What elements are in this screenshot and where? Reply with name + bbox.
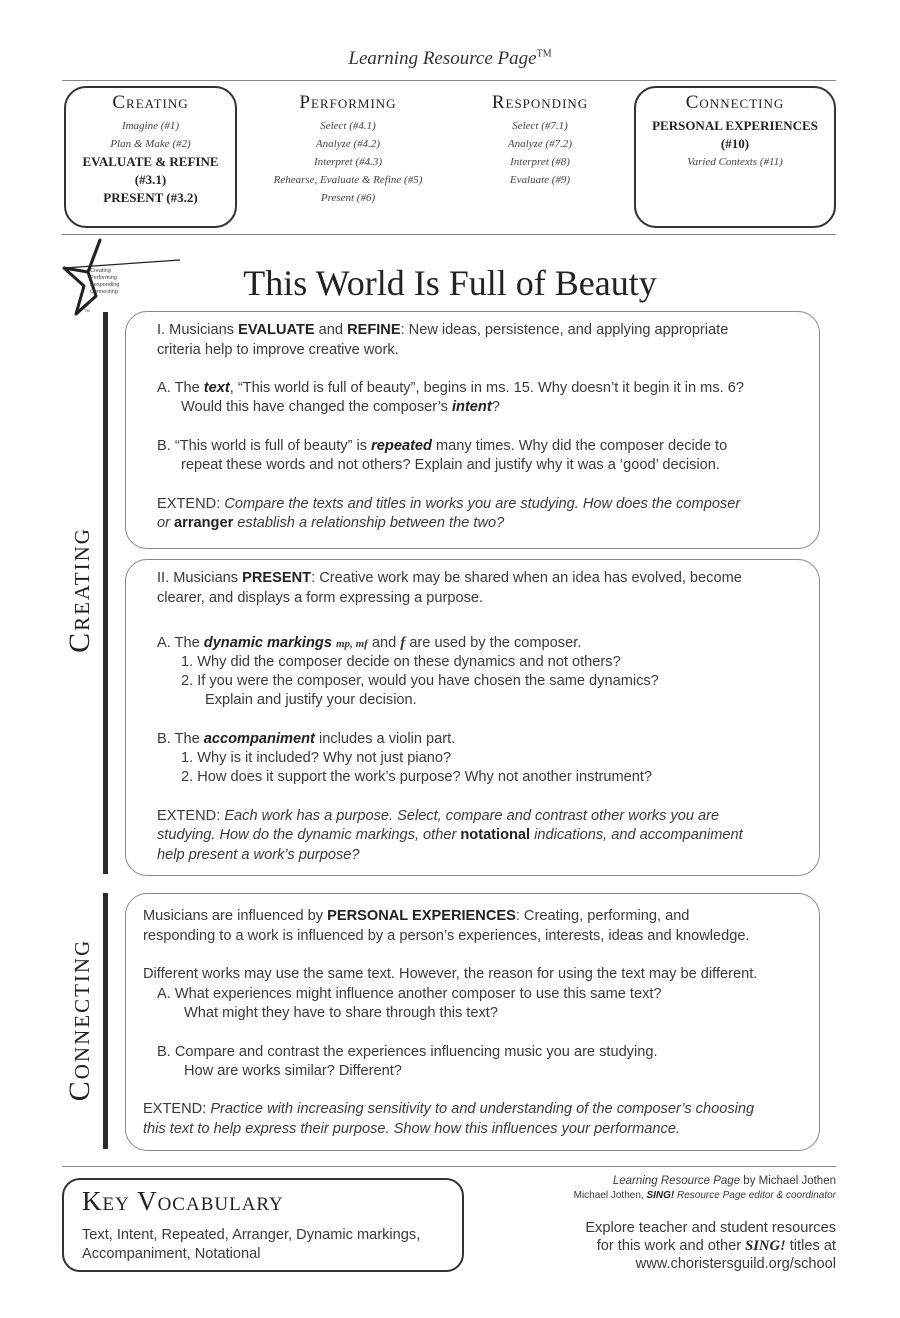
s2-question-a2: 2. If you were the composer, would you have chosen the same dynamics? xyxy=(181,673,659,689)
creating-standard-heading: Creating xyxy=(112,92,189,113)
creating-standard-item: PRESENT (#3.2) xyxy=(103,190,198,205)
responding-standard-item: Analyze (#7.2) xyxy=(507,138,573,150)
document-title: This World Is Full of Beauty xyxy=(243,263,657,303)
logo-tm: TM xyxy=(84,308,90,313)
performing-standard-heading: Performing xyxy=(299,92,397,113)
credit-editor: Michael Jothen, SING! Resource Page editor & coordinator xyxy=(573,1190,836,1201)
s1-extend-line1: EXTEND: Compare the texts and titles in works you are studying. How does the composer xyxy=(157,496,741,512)
credit-author: Learning Resource Page by Michael Jothen xyxy=(612,1175,836,1187)
creating-standard-item: Plan & Make (#2) xyxy=(110,138,191,150)
s2-extend-line1: EXTEND: Each work has a purpose. Select, compare and contrast other works you are xyxy=(157,808,720,824)
creating-standard-item: (#3.1) xyxy=(134,172,167,187)
s2-question-b: B. The accompaniment includes a violin part. xyxy=(157,731,456,747)
s1-question-a-line2: Would this have changed the composer’s intent? xyxy=(181,399,500,415)
responding-standard-item: Interpret (#8) xyxy=(510,156,570,168)
connecting-section-label: Connecting xyxy=(63,938,96,1102)
s2-question-a2-cont: Explain and justify your decision. xyxy=(205,692,417,708)
creating-standard-item: EVALUATE & REFINE xyxy=(82,154,219,169)
vocabulary-line1: Text, Intent, Repeated, Arranger, Dynamic markings, xyxy=(82,1227,421,1243)
responding-standards xyxy=(450,92,630,189)
logo-line-performing: Performing xyxy=(90,275,117,281)
trademark-mark: TM xyxy=(536,48,552,60)
explore-line1: Explore teacher and student resources xyxy=(585,1220,836,1236)
s3-question-b-line1: B. Compare and contrast the experiences influencing music you are studying. xyxy=(157,1044,658,1060)
performing-standard-item: Present (#6) xyxy=(320,192,376,204)
s1-intro-line2: criteria help to improve creative work. xyxy=(157,342,399,358)
s2-intro-line2: clearer, and displays a form expressing a purpose. xyxy=(157,590,484,606)
creating-section-bar xyxy=(103,312,108,874)
connecting-standard-item: PERSONAL EXPERIENCES xyxy=(652,118,818,133)
performing-standard-item: Interpret (#4.3) xyxy=(313,156,383,168)
header-title: Learning Resource Page™ xyxy=(348,48,552,69)
creating-standard-item: Imagine (#1) xyxy=(121,120,180,132)
s3-intro-line3: Different works may use the same text. However, the reason for using the text may be different. xyxy=(143,966,758,982)
s2-question-b1: 1. Why is it included? Why not just piano? xyxy=(181,750,452,766)
responding-standard-item: Select (#7.1) xyxy=(512,120,568,132)
logo-line-creating: Creating xyxy=(90,268,111,274)
s2-extend-line3: help present a work’s purpose? xyxy=(157,847,360,863)
responding-standard-item: Evaluate (#9) xyxy=(509,174,571,186)
s3-question-a-line1: A. What experiences might influence another composer to use this same text? xyxy=(157,986,662,1002)
creating-section-label: Creating xyxy=(63,527,96,653)
connecting-section-bar xyxy=(103,893,108,1149)
vocabulary-line2: Accompaniment, Notational xyxy=(82,1246,261,1262)
logo-line-responding: Responding xyxy=(90,282,120,288)
performing-standard-item: Analyze (#4.2) xyxy=(315,138,381,150)
school-url-link[interactable]: www.choristersguild.org/school xyxy=(635,1256,836,1272)
s1-intro-line1: I. Musicians EVALUATE and REFINE: New ideas, persistence, and applying appropriate xyxy=(157,322,729,338)
s2-intro-line1: II. Musicians PRESENT: Creative work may be shared when an idea has evolved, become xyxy=(157,570,742,586)
s3-question-a-line2: What might they have to share through this text? xyxy=(184,1005,498,1021)
s2-question-b2: 2. How does it support the work’s purpose? Why not another instrument? xyxy=(181,769,653,785)
connecting-standard-item: (#10) xyxy=(720,136,750,151)
explore-line2: for this work and other SING! titles at xyxy=(596,1238,836,1254)
s3-extend-line1: EXTEND: Practice with increasing sensitivity to and understanding of the composer’s choosing xyxy=(143,1101,755,1117)
creating-standards xyxy=(64,92,237,207)
s3-intro-line2: responding to a work is influenced by a person’s experiences, interests, ideas and knowledge. xyxy=(143,928,750,944)
dynamic-mf: mf xyxy=(355,638,368,650)
performing-standards xyxy=(248,92,448,207)
s2-question-a: A. The dynamic markings mp, mf and f are used by the composer. xyxy=(157,635,582,651)
s2-question-a1: 1. Why did the composer decide on these dynamics and not others? xyxy=(181,654,621,670)
s3-question-b-line2: How are works similar? Different? xyxy=(184,1063,402,1079)
header-rule xyxy=(62,80,836,81)
performing-standard-item: Select (#4.1) xyxy=(320,120,376,132)
s1-extend-line2: or arranger establish a relationship between the two? xyxy=(157,515,505,531)
performing-standard-item: Rehearse, Evaluate & Refine (#5) xyxy=(273,174,423,186)
s2-extend-line2: studying. How do the dynamic markings, other notational indications, and accompaniment xyxy=(157,827,743,843)
key-vocabulary-heading: Key Vocabulary xyxy=(82,1186,284,1216)
connecting-standard-item: Varied Contexts (#11) xyxy=(687,156,783,168)
responding-standard-heading: Responding xyxy=(491,92,589,113)
s1-question-a-line1: A. The text, “This world is full of beauty”, begins in ms. 15. Why doesn’t it begin it in ms. 6? xyxy=(157,380,744,396)
standards-rule xyxy=(62,234,836,235)
connecting-standards xyxy=(634,92,836,171)
logo-line-connecting: Connecting xyxy=(90,289,118,295)
dynamic-mp: mp xyxy=(336,638,351,650)
s1-question-b-line1: B. “This world is full of beauty” is repeated many times. Why did the composer decide to xyxy=(157,438,728,454)
footer-rule xyxy=(62,1166,836,1167)
s1-question-b-line2: repeat these words and not others? Explain and justify why it was a ‘good’ decision. xyxy=(181,457,720,473)
dynamic-f: f xyxy=(400,635,406,651)
s3-intro-line1: Musicians are influenced by PERSONAL EXPERIENCES: Creating, performing, and xyxy=(143,908,690,924)
connecting-standard-heading: Connecting xyxy=(685,92,785,113)
s3-extend-line2: this text to help express their purpose. Show how this influences your performance. xyxy=(143,1121,681,1137)
